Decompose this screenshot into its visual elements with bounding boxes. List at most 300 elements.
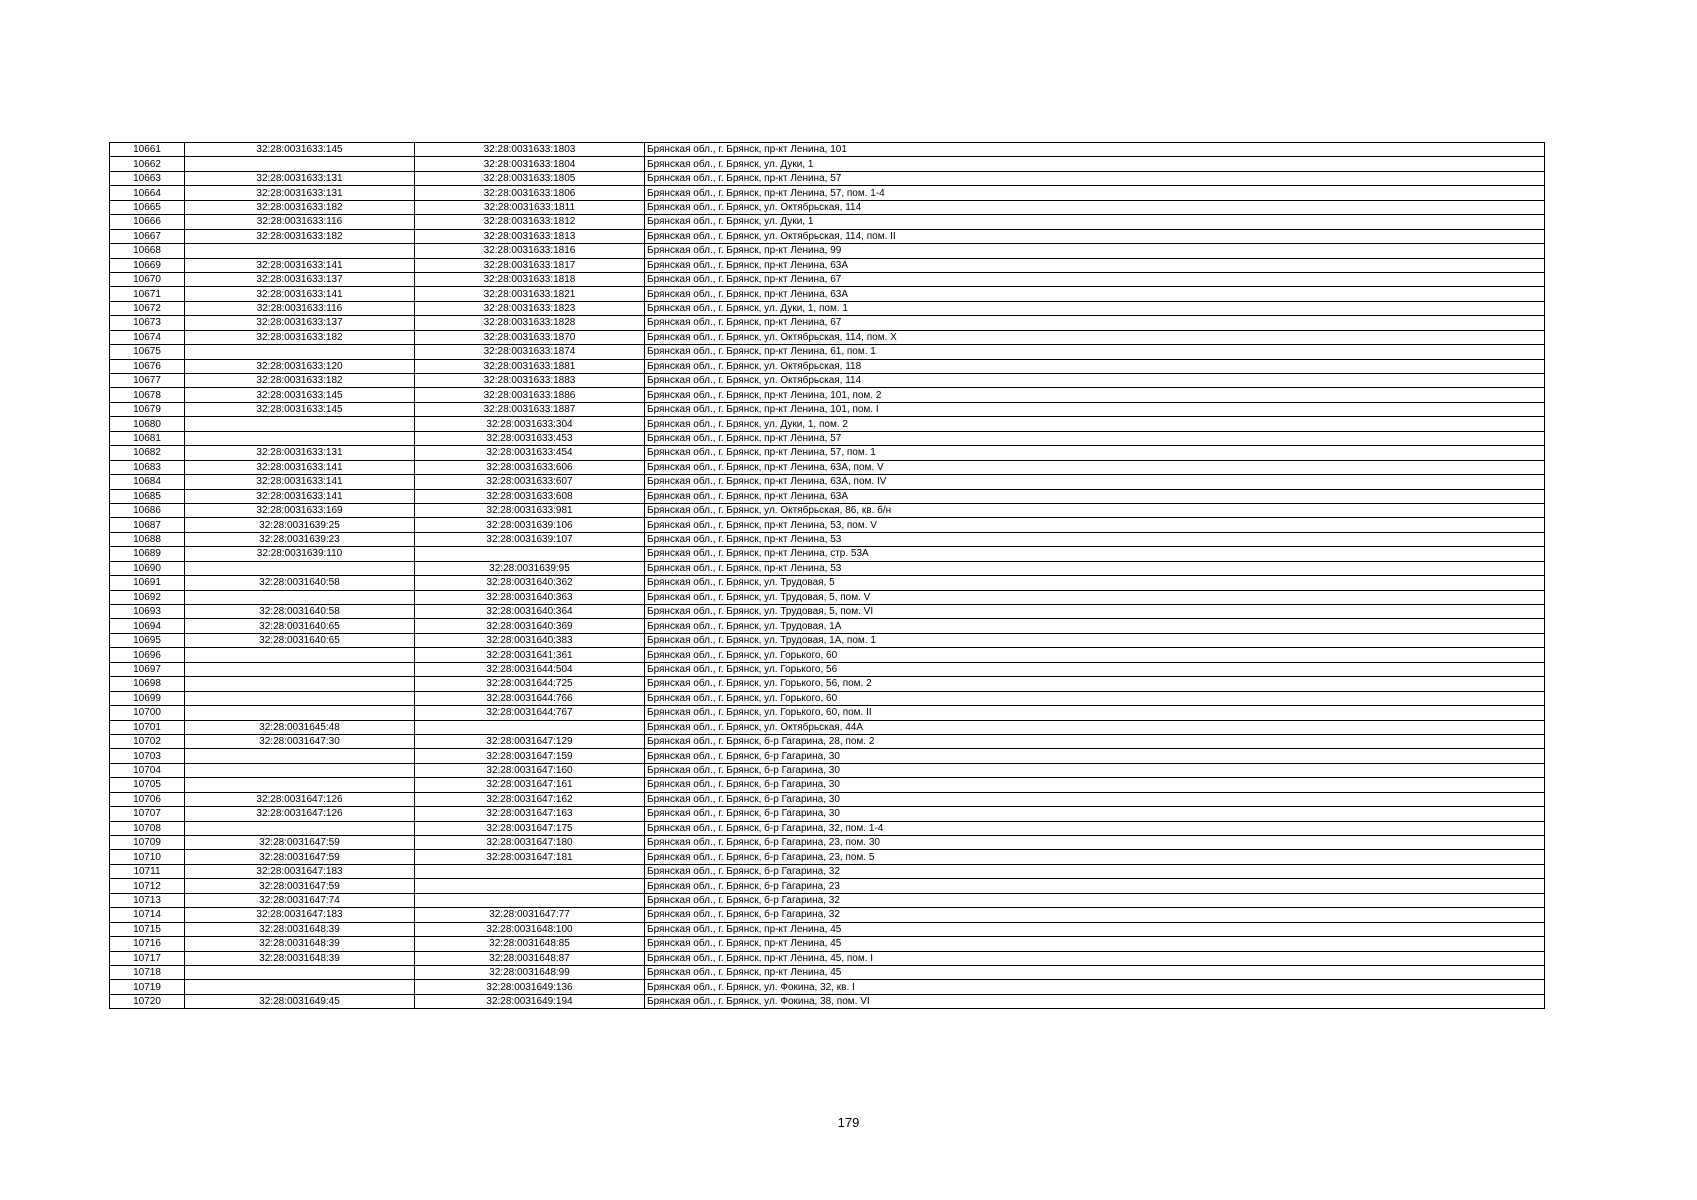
address-cell: Брянская обл., г. Брянск, пр-кт Ленина, 53: [645, 561, 1545, 575]
row-number-cell: 10719: [110, 980, 185, 994]
land-cadastral-number-cell: 32:28:0031633:131: [185, 171, 415, 185]
table-row: [110, 374, 1545, 388]
address-cell: Брянская обл., г. Брянск, пр-кт Ленина, стр. 53А: [645, 547, 1545, 561]
object-cadastral-number-cell: 32:28:0031633:1813: [415, 229, 645, 243]
land-cadastral-number-cell: 32:28:0031633:141: [185, 475, 415, 489]
object-cadastral-number-cell: 32:28:0031647:159: [415, 749, 645, 763]
table-row: [110, 850, 1545, 864]
page-number: 179: [837, 1115, 860, 1130]
table-row: [110, 215, 1545, 229]
table-row: [110, 301, 1545, 315]
land-cadastral-number-cell: [185, 244, 415, 258]
row-number-cell: 10692: [110, 590, 185, 604]
table-row: [110, 561, 1545, 575]
object-cadastral-number-cell: 32:28:0031633:606: [415, 460, 645, 474]
table-row: [110, 778, 1545, 792]
table-row: [110, 460, 1545, 474]
table-row: [110, 720, 1545, 734]
land-cadastral-number-cell: 32:28:0031639:25: [185, 518, 415, 532]
table-row: [110, 980, 1545, 994]
table-row: [110, 143, 1545, 157]
row-number-cell: 10716: [110, 937, 185, 951]
object-cadastral-number-cell: 32:28:0031647:181: [415, 850, 645, 864]
land-cadastral-number-cell: [185, 662, 415, 676]
land-cadastral-number-cell: 32:28:0031640:58: [185, 605, 415, 619]
row-number-cell: 10675: [110, 345, 185, 359]
land-cadastral-number-cell: 32:28:0031633:137: [185, 316, 415, 330]
address-cell: Брянская обл., г. Брянск, пр-кт Ленина, 67: [645, 272, 1545, 286]
address-cell: Брянская обл., г. Брянск, б-р Гагарина, 30: [645, 778, 1545, 792]
table-row: [110, 619, 1545, 633]
land-cadastral-number-cell: [185, 561, 415, 575]
row-number-cell: 10718: [110, 965, 185, 979]
table-row: [110, 532, 1545, 546]
address-cell: Брянская обл., г. Брянск, б-р Гагарина, 30: [645, 749, 1545, 763]
address-cell: Брянская обл., г. Брянск, ул. Октябрьская, 118: [645, 359, 1545, 373]
address-cell: Брянская обл., г. Брянск, ул. Горького, 60, пом. II: [645, 706, 1545, 720]
row-number-cell: 10684: [110, 475, 185, 489]
land-cadastral-number-cell: 32:28:0031633:182: [185, 200, 415, 214]
row-number-cell: 10701: [110, 720, 185, 734]
address-cell: Брянская обл., г. Брянск, пр-кт Ленина, 63А, пом. V: [645, 460, 1545, 474]
land-cadastral-number-cell: 32:28:0031647:59: [185, 850, 415, 864]
land-cadastral-number-cell: 32:28:0031647:183: [185, 864, 415, 878]
object-cadastral-number-cell: 32:28:0031644:767: [415, 706, 645, 720]
object-cadastral-number-cell: 32:28:0031633:304: [415, 417, 645, 431]
row-number-cell: 10708: [110, 821, 185, 835]
table-row: [110, 186, 1545, 200]
object-cadastral-number-cell: 32:28:0031640:369: [415, 619, 645, 633]
object-cadastral-number-cell: 32:28:0031633:1811: [415, 200, 645, 214]
row-number-cell: 10709: [110, 836, 185, 850]
object-cadastral-number-cell: 32:28:0031644:766: [415, 691, 645, 705]
land-cadastral-number-cell: 32:28:0031633:145: [185, 402, 415, 416]
object-cadastral-number-cell: 32:28:0031633:1803: [415, 143, 645, 157]
table-row: [110, 229, 1545, 243]
address-cell: Брянская обл., г. Брянск, б-р Гагарина, 28, пом. 2: [645, 734, 1545, 748]
table-row: [110, 951, 1545, 965]
row-number-cell: 10697: [110, 662, 185, 676]
table-row: [110, 576, 1545, 590]
table-row: [110, 330, 1545, 344]
table-row: [110, 633, 1545, 647]
address-cell: Брянская обл., г. Брянск, б-р Гагарина, 23: [645, 879, 1545, 893]
address-cell: Брянская обл., г. Брянск, ул. Октябрьская, 114, пом. II: [645, 229, 1545, 243]
row-number-cell: 10707: [110, 807, 185, 821]
object-cadastral-number-cell: 32:28:0031644:504: [415, 662, 645, 676]
table-row: [110, 648, 1545, 662]
object-cadastral-number-cell: 32:28:0031647:175: [415, 821, 645, 835]
land-cadastral-number-cell: [185, 417, 415, 431]
table-row: [110, 749, 1545, 763]
table-row: [110, 821, 1545, 835]
address-cell: Брянская обл., г. Брянск, пр-кт Ленина, 57: [645, 171, 1545, 185]
object-cadastral-number-cell: 32:28:0031647:129: [415, 734, 645, 748]
address-cell: Брянская обл., г. Брянск, пр-кт Ленина, 61, пом. 1: [645, 345, 1545, 359]
address-cell: Брянская обл., г. Брянск, пр-кт Ленина, 45: [645, 965, 1545, 979]
object-cadastral-number-cell: 32:28:0031639:106: [415, 518, 645, 532]
object-cadastral-number-cell: [415, 720, 645, 734]
object-cadastral-number-cell: 32:28:0031647:180: [415, 836, 645, 850]
address-cell: Брянская обл., г. Брянск, б-р Гагарина, 23, пом. 30: [645, 836, 1545, 850]
land-cadastral-number-cell: [185, 157, 415, 171]
row-number-cell: 10693: [110, 605, 185, 619]
row-number-cell: 10703: [110, 749, 185, 763]
row-number-cell: 10720: [110, 994, 185, 1008]
address-cell: Брянская обл., г. Брянск, б-р Гагарина, 30: [645, 763, 1545, 777]
row-number-cell: 10669: [110, 258, 185, 272]
table-row: [110, 316, 1545, 330]
object-cadastral-number-cell: 32:28:0031647:160: [415, 763, 645, 777]
table-row: [110, 908, 1545, 922]
address-cell: Брянская обл., г. Брянск, б-р Гагарина, 32, пом. 1-4: [645, 821, 1545, 835]
object-cadastral-number-cell: 32:28:0031633:1828: [415, 316, 645, 330]
address-cell: Брянская обл., г. Брянск, пр-кт Ленина, 57: [645, 431, 1545, 445]
row-number-cell: 10686: [110, 503, 185, 517]
table-row: [110, 590, 1545, 604]
address-cell: Брянская обл., г. Брянск, пр-кт Ленина, 57, пом. 1: [645, 446, 1545, 460]
object-cadastral-number-cell: 32:28:0031647:163: [415, 807, 645, 821]
address-cell: Брянская обл., г. Брянск, б-р Гагарина, 30: [645, 792, 1545, 806]
object-cadastral-number-cell: 32:28:0031649:136: [415, 980, 645, 994]
address-cell: Брянская обл., г. Брянск, пр-кт Ленина, 101, пом. 2: [645, 388, 1545, 402]
table-row: [110, 446, 1545, 460]
land-cadastral-number-cell: 32:28:0031639:110: [185, 547, 415, 561]
row-number-cell: 10705: [110, 778, 185, 792]
land-cadastral-number-cell: 32:28:0031647:126: [185, 792, 415, 806]
land-cadastral-number-cell: [185, 706, 415, 720]
table-row: [110, 691, 1545, 705]
address-cell: Брянская обл., г. Брянск, б-р Гагарина, 23, пом. 5: [645, 850, 1545, 864]
land-cadastral-number-cell: [185, 691, 415, 705]
row-number-cell: 10668: [110, 244, 185, 258]
table-row: [110, 763, 1545, 777]
row-number-cell: 10674: [110, 330, 185, 344]
row-number-cell: 10663: [110, 171, 185, 185]
address-cell: Брянская обл., г. Брянск, ул. Дуки, 1, пом. 1: [645, 301, 1545, 315]
address-cell: Брянская обл., г. Брянск, ул. Октябрьская, 114: [645, 374, 1545, 388]
object-cadastral-number-cell: 32:28:0031648:99: [415, 965, 645, 979]
row-number-cell: 10715: [110, 922, 185, 936]
land-cadastral-number-cell: [185, 821, 415, 835]
address-cell: Брянская обл., г. Брянск, пр-кт Ленина, 45: [645, 937, 1545, 951]
table-row: [110, 605, 1545, 619]
land-cadastral-number-cell: 32:28:0031633:141: [185, 258, 415, 272]
address-cell: Брянская обл., г. Брянск, ул. Трудовая, 5, пом. V: [645, 590, 1545, 604]
table-row: [110, 359, 1545, 373]
land-cadastral-number-cell: 32:28:0031647:30: [185, 734, 415, 748]
table-row: [110, 994, 1545, 1008]
object-cadastral-number-cell: 32:28:0031633:453: [415, 431, 645, 445]
object-cadastral-number-cell: 32:28:0031633:454: [415, 446, 645, 460]
object-cadastral-number-cell: 32:28:0031640:364: [415, 605, 645, 619]
address-cell: Брянская обл., г. Брянск, пр-кт Ленина, 101: [645, 143, 1545, 157]
land-cadastral-number-cell: [185, 778, 415, 792]
row-number-cell: 10661: [110, 143, 185, 157]
object-cadastral-number-cell: 32:28:0031641:361: [415, 648, 645, 662]
table-row: [110, 157, 1545, 171]
row-number-cell: 10681: [110, 431, 185, 445]
land-cadastral-number-cell: [185, 677, 415, 691]
row-number-cell: 10685: [110, 489, 185, 503]
address-cell: Брянская обл., г. Брянск, ул. Трудовая, 5: [645, 576, 1545, 590]
table-row: [110, 489, 1545, 503]
address-cell: Брянская обл., г. Брянск, ул. Октябрьская, 114, пом. X: [645, 330, 1545, 344]
table-row: [110, 965, 1545, 979]
land-cadastral-number-cell: 32:28:0031633:131: [185, 446, 415, 460]
row-number-cell: 10713: [110, 893, 185, 907]
table-row: [110, 345, 1545, 359]
land-cadastral-number-cell: 32:28:0031647:126: [185, 807, 415, 821]
table-row: [110, 677, 1545, 691]
object-cadastral-number-cell: 32:28:0031640:363: [415, 590, 645, 604]
row-number-cell: 10717: [110, 951, 185, 965]
object-cadastral-number-cell: 32:28:0031649:194: [415, 994, 645, 1008]
address-cell: Брянская обл., г. Брянск, ул. Горького, 56: [645, 662, 1545, 676]
table-row: [110, 662, 1545, 676]
address-cell: Брянская обл., г. Брянск, ул. Дуки, 1: [645, 215, 1545, 229]
table-row: [110, 388, 1545, 402]
land-cadastral-number-cell: [185, 648, 415, 662]
object-cadastral-number-cell: 32:28:0031633:607: [415, 475, 645, 489]
object-cadastral-number-cell: 32:28:0031633:1806: [415, 186, 645, 200]
row-number-cell: 10664: [110, 186, 185, 200]
land-cadastral-number-cell: 32:28:0031633:137: [185, 272, 415, 286]
table-row: [110, 547, 1545, 561]
table-row: [110, 431, 1545, 445]
address-cell: Брянская обл., г. Брянск, ул. Дуки, 1: [645, 157, 1545, 171]
row-number-cell: 10670: [110, 272, 185, 286]
address-cell: Брянская обл., г. Брянск, ул. Октябрьская, 86, кв. б/н: [645, 503, 1545, 517]
object-cadastral-number-cell: 32:28:0031644:725: [415, 677, 645, 691]
object-cadastral-number-cell: 32:28:0031640:383: [415, 633, 645, 647]
address-cell: Брянская обл., г. Брянск, ул. Октябрьская, 114: [645, 200, 1545, 214]
land-cadastral-number-cell: 32:28:0031647:59: [185, 879, 415, 893]
table-row: [110, 879, 1545, 893]
land-cadastral-number-cell: 32:28:0031647:59: [185, 836, 415, 850]
address-cell: Брянская обл., г. Брянск, б-р Гагарина, 30: [645, 807, 1545, 821]
row-number-cell: 10691: [110, 576, 185, 590]
land-cadastral-number-cell: [185, 345, 415, 359]
row-number-cell: 10671: [110, 287, 185, 301]
address-cell: Брянская обл., г. Брянск, пр-кт Ленина, 53, пом. V: [645, 518, 1545, 532]
object-cadastral-number-cell: 32:28:0031633:1816: [415, 244, 645, 258]
table-row: [110, 475, 1545, 489]
land-cadastral-number-cell: 32:28:0031633:182: [185, 229, 415, 243]
address-cell: Брянская обл., г. Брянск, ул. Горького, 56, пом. 2: [645, 677, 1545, 691]
object-cadastral-number-cell: 32:28:0031647:161: [415, 778, 645, 792]
object-cadastral-number-cell: 32:28:0031640:362: [415, 576, 645, 590]
row-number-cell: 10679: [110, 402, 185, 416]
object-cadastral-number-cell: 32:28:0031633:1812: [415, 215, 645, 229]
object-cadastral-number-cell: 32:28:0031647:77: [415, 908, 645, 922]
row-number-cell: 10676: [110, 359, 185, 373]
registry-table: [109, 142, 1545, 1009]
table-row: [110, 200, 1545, 214]
object-cadastral-number-cell: 32:28:0031633:981: [415, 503, 645, 517]
land-cadastral-number-cell: [185, 965, 415, 979]
land-cadastral-number-cell: 32:28:0031633:141: [185, 460, 415, 474]
address-cell: Брянская обл., г. Брянск, пр-кт Ленина, 67: [645, 316, 1545, 330]
land-cadastral-number-cell: 32:28:0031633:182: [185, 330, 415, 344]
row-number-cell: 10695: [110, 633, 185, 647]
row-number-cell: 10678: [110, 388, 185, 402]
object-cadastral-number-cell: 32:28:0031633:1870: [415, 330, 645, 344]
land-cadastral-number-cell: 32:28:0031633:116: [185, 301, 415, 315]
row-number-cell: 10662: [110, 157, 185, 171]
address-cell: Брянская обл., г. Брянск, пр-кт Ленина, 63А: [645, 258, 1545, 272]
land-cadastral-number-cell: 32:28:0031633:141: [185, 489, 415, 503]
address-cell: Брянская обл., г. Брянск, пр-кт Ленина, 63А, пом. IV: [645, 475, 1545, 489]
object-cadastral-number-cell: 32:28:0031633:1886: [415, 388, 645, 402]
object-cadastral-number-cell: 32:28:0031633:1804: [415, 157, 645, 171]
address-cell: Брянская обл., г. Брянск, ул. Фокина, 38, пом. VI: [645, 994, 1545, 1008]
row-number-cell: 10680: [110, 417, 185, 431]
row-number-cell: 10711: [110, 864, 185, 878]
object-cadastral-number-cell: 32:28:0031633:1817: [415, 258, 645, 272]
object-cadastral-number-cell: 32:28:0031633:1805: [415, 171, 645, 185]
address-cell: Брянская обл., г. Брянск, ул. Трудовая, 1А, пом. 1: [645, 633, 1545, 647]
table-row: [110, 792, 1545, 806]
address-cell: Брянская обл., г. Брянск, б-р Гагарина, 32: [645, 864, 1545, 878]
table-row: [110, 937, 1545, 951]
land-cadastral-number-cell: 32:28:0031640:65: [185, 633, 415, 647]
table-row: [110, 244, 1545, 258]
row-number-cell: 10696: [110, 648, 185, 662]
land-cadastral-number-cell: 32:28:0031639:23: [185, 532, 415, 546]
row-number-cell: 10677: [110, 374, 185, 388]
address-cell: Брянская обл., г. Брянск, ул. Октябрьская, 44А: [645, 720, 1545, 734]
table-row: [110, 258, 1545, 272]
land-cadastral-number-cell: [185, 431, 415, 445]
table-row: [110, 836, 1545, 850]
land-cadastral-number-cell: [185, 590, 415, 604]
object-cadastral-number-cell: 32:28:0031633:1874: [415, 345, 645, 359]
land-cadastral-number-cell: 32:28:0031633:131: [185, 186, 415, 200]
address-cell: Брянская обл., г. Брянск, пр-кт Ленина, 63А: [645, 287, 1545, 301]
object-cadastral-number-cell: 32:28:0031647:162: [415, 792, 645, 806]
row-number-cell: 10712: [110, 879, 185, 893]
table-row: [110, 518, 1545, 532]
address-cell: Брянская обл., г. Брянск, пр-кт Ленина, 45: [645, 922, 1545, 936]
address-cell: Брянская обл., г. Брянск, пр-кт Ленина, 99: [645, 244, 1545, 258]
row-number-cell: 10688: [110, 532, 185, 546]
table-row: [110, 807, 1545, 821]
address-cell: Брянская обл., г. Брянск, пр-кт Ленина, 53: [645, 532, 1545, 546]
object-cadastral-number-cell: 32:28:0031633:1881: [415, 359, 645, 373]
object-cadastral-number-cell: 32:28:0031633:1823: [415, 301, 645, 315]
object-cadastral-number-cell: 32:28:0031648:87: [415, 951, 645, 965]
object-cadastral-number-cell: 32:28:0031648:85: [415, 937, 645, 951]
address-cell: Брянская обл., г. Брянск, б-р Гагарина, 32: [645, 893, 1545, 907]
object-cadastral-number-cell: 32:28:0031648:100: [415, 922, 645, 936]
row-number-cell: 10714: [110, 908, 185, 922]
row-number-cell: 10667: [110, 229, 185, 243]
table-row: [110, 402, 1545, 416]
land-cadastral-number-cell: 32:28:0031633:116: [185, 215, 415, 229]
land-cadastral-number-cell: 32:28:0031648:39: [185, 922, 415, 936]
address-cell: Брянская обл., г. Брянск, ул. Трудовая, 5, пом. VI: [645, 605, 1545, 619]
row-number-cell: 10698: [110, 677, 185, 691]
row-number-cell: 10700: [110, 706, 185, 720]
row-number-cell: 10683: [110, 460, 185, 474]
land-cadastral-number-cell: 32:28:0031633:182: [185, 374, 415, 388]
object-cadastral-number-cell: 32:28:0031633:1883: [415, 374, 645, 388]
row-number-cell: 10689: [110, 547, 185, 561]
table-row: [110, 287, 1545, 301]
land-cadastral-number-cell: 32:28:0031648:39: [185, 937, 415, 951]
row-number-cell: 10666: [110, 215, 185, 229]
object-cadastral-number-cell: 32:28:0031639:95: [415, 561, 645, 575]
land-cadastral-number-cell: 32:28:0031633:120: [185, 359, 415, 373]
object-cadastral-number-cell: 32:28:0031633:1887: [415, 402, 645, 416]
row-number-cell: 10702: [110, 734, 185, 748]
land-cadastral-number-cell: 32:28:0031649:45: [185, 994, 415, 1008]
row-number-cell: 10699: [110, 691, 185, 705]
land-cadastral-number-cell: 32:28:0031645:48: [185, 720, 415, 734]
land-cadastral-number-cell: 32:28:0031647:183: [185, 908, 415, 922]
address-cell: Брянская обл., г. Брянск, пр-кт Ленина, 101, пом. I: [645, 402, 1545, 416]
land-cadastral-number-cell: [185, 980, 415, 994]
table-row: [110, 417, 1545, 431]
row-number-cell: 10682: [110, 446, 185, 460]
registry-table-body: [110, 143, 1545, 1009]
address-cell: Брянская обл., г. Брянск, пр-кт Ленина, 45, пом. I: [645, 951, 1545, 965]
address-cell: Брянская обл., г. Брянск, ул. Фокина, 32, кв. I: [645, 980, 1545, 994]
row-number-cell: 10690: [110, 561, 185, 575]
land-cadastral-number-cell: 32:28:0031633:145: [185, 143, 415, 157]
address-cell: Брянская обл., г. Брянск, б-р Гагарина, 32: [645, 908, 1545, 922]
land-cadastral-number-cell: 32:28:0031633:141: [185, 287, 415, 301]
land-cadastral-number-cell: 32:28:0031648:39: [185, 951, 415, 965]
address-cell: Брянская обл., г. Брянск, ул. Трудовая, 1А: [645, 619, 1545, 633]
address-cell: Брянская обл., г. Брянск, ул. Горького, 60: [645, 691, 1545, 705]
object-cadastral-number-cell: 32:28:0031633:1818: [415, 272, 645, 286]
object-cadastral-number-cell: 32:28:0031633:608: [415, 489, 645, 503]
row-number-cell: 10665: [110, 200, 185, 214]
object-cadastral-number-cell: 32:28:0031639:107: [415, 532, 645, 546]
table-row: [110, 864, 1545, 878]
table-row: [110, 503, 1545, 517]
table-row: [110, 734, 1545, 748]
row-number-cell: 10710: [110, 850, 185, 864]
object-cadastral-number-cell: [415, 879, 645, 893]
table-row: [110, 893, 1545, 907]
address-cell: Брянская обл., г. Брянск, пр-кт Ленина, 63А: [645, 489, 1545, 503]
object-cadastral-number-cell: [415, 893, 645, 907]
object-cadastral-number-cell: 32:28:0031633:1821: [415, 287, 645, 301]
land-cadastral-number-cell: 32:28:0031640:58: [185, 576, 415, 590]
row-number-cell: 10673: [110, 316, 185, 330]
land-cadastral-number-cell: 32:28:0031633:145: [185, 388, 415, 402]
table-row: [110, 922, 1545, 936]
row-number-cell: 10706: [110, 792, 185, 806]
row-number-cell: 10704: [110, 763, 185, 777]
object-cadastral-number-cell: [415, 864, 645, 878]
land-cadastral-number-cell: 32:28:0031640:65: [185, 619, 415, 633]
land-cadastral-number-cell: 32:28:0031647:74: [185, 893, 415, 907]
address-cell: Брянская обл., г. Брянск, пр-кт Ленина, 57, пом. 1-4: [645, 186, 1545, 200]
address-cell: Брянская обл., г. Брянск, ул. Дуки, 1, пом. 2: [645, 417, 1545, 431]
table-row: [110, 706, 1545, 720]
row-number-cell: 10672: [110, 301, 185, 315]
object-cadastral-number-cell: [415, 547, 645, 561]
land-cadastral-number-cell: [185, 749, 415, 763]
address-cell: Брянская обл., г. Брянск, ул. Горького, 60: [645, 648, 1545, 662]
table-row: [110, 171, 1545, 185]
table-row: [110, 272, 1545, 286]
row-number-cell: 10694: [110, 619, 185, 633]
